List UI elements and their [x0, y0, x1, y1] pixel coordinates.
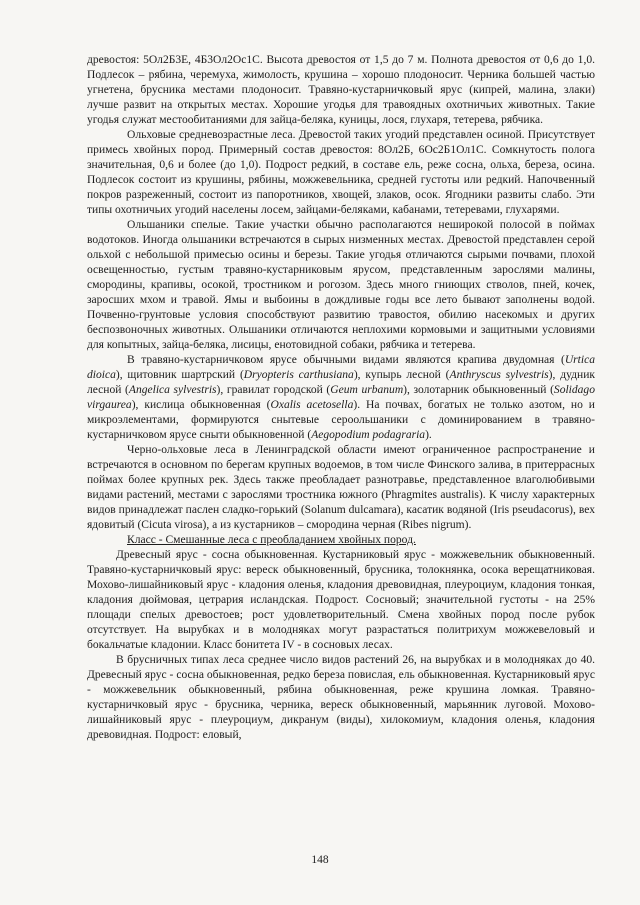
- paragraph: [87, 533, 595, 548]
- text-run: Древесный ярус - сосна обыкновенная. Кустарниковый ярус - можжевельник обыкновенный. Травяно-кустарничковый ярус: вереск обыкновенный, брусника, толокнянка, осока верещатниковая. Мохово-лишайниковый ярус - кладония оленья, кладония древовидная, плеуроциум, кладония тонкая, кладония дюймовая, цетрария исландская. Подрост. Сосновый; значительной густоты - на 25% площади спелых древостоев; рост удовлетворительный. Смена хвойных пород после рубок отсутствует. На вырубках и в молодняках могут разрастаться политрихум можжевеловый и бокальчатые кладонии. Класс бонитета IV - в сосновых лесах.: [87, 549, 595, 651]
- latin-name: Aegopodium podagraria: [311, 429, 426, 441]
- text-run: Ольшаники спелые. Такие участки обычно располагаются неширокой полосой в поймах водотоков. Иногда ольшаники встречаются в сырых низменных местах. Древостой представлен серой ольхой с небольшой примесью осины и березы. Такие угодья отличаются сырыми почвами, плохой освещенностью, густым травяно-кустарниковым ярусом, представленным зарослями малины, смородины, крапивы, осокой, тростником и рогозом. Здесь много гниющих стволов, пней, кочек, заросших мхом и травой. Ямы и выбоины в дождливые годы все лето бывают заполнены водой. Почвенно-грунтовые условия способствуют развитию травостоя, обилию насекомых и других беспозвоночных животных. Ольшаники отличаются неплохими кормовыми и защитными условиями для копытных, зайца-беляка, лисицы, енотовидной собаки, рябчика и тетерева.: [87, 219, 595, 351]
- text-run: ), гравилат городской (: [216, 384, 331, 396]
- text-run: ), щитовник шартрский (: [115, 369, 244, 381]
- text-run: ), дудник лесной (: [87, 369, 595, 396]
- paragraph: [87, 218, 595, 353]
- paragraph: [87, 53, 595, 128]
- paragraph: [87, 548, 595, 653]
- page-body: [87, 53, 595, 743]
- text-run: древостоя: 5Ол2Б3Е, 4Б3Ол2Ос1С. Высота древостоя от 1,5 до 7 м. Полнота древостоя от 0,6 до 1,0. Подлесок – рябина, черемуха, жимолость, крушина – хорошо плодоносит. Черника большей частью угнетена, брусника местами плодоносит. Травяно-кустарничковый ярус (кипрей, малина, злаки) лучше развит на открытых местах. Хорошие угодья для травоядных охотничьих животных. Такие угодья служат местообитаниями для зайца-беляка, куницы, лося, глухаря, тетерева, рябчика.: [87, 54, 595, 126]
- latin-name: Urtica dioica: [87, 354, 595, 381]
- latin-name: Anthryscus sylvestris: [449, 369, 549, 381]
- page-number: 148: [311, 854, 329, 866]
- latin-name: Solidago virgaurea: [87, 384, 595, 411]
- paragraph: [87, 353, 595, 443]
- text-run: В травяно-кустарничковом ярусе обычными видами являются крапива двудомная (: [127, 354, 565, 366]
- latin-name: Dryopteris carthusiana: [243, 369, 354, 381]
- text-run: ).: [425, 429, 432, 441]
- text-run: Ольховые средневозрастные леса. Древостой таких угодий представлен осиной. Присутствует примесь хвойных пород. Примерный состав древостоя: 8Ол2Б, 6Ос2Б1Ол1С. Сомкнутость полога значительная, 0,6 и более (до 1,0). Подрост редкий, в составе ель, реже сосна, ольха, береза, осина. Подлесок состоит из крушины, рябины, можжевельника, средней густоты или редкий. Напочвенный покров разреженный, состоит из папоротников, хвощей, злаков, осок. Ягодники развиты слабо. Эти типы охотничьих угодий населены лосем, зайцами-беляками, кабанами, тетеревами, глухарями.: [87, 129, 595, 216]
- latin-name: Geum urbanum: [330, 384, 404, 396]
- text-run: ), купырь лесной (: [353, 369, 450, 381]
- text-run: В брусничных типах леса среднее число видов растений 26, на вырубках и в молодняках до 40. Древесный ярус - сосна обыкновенная, редко береза повислая, ель обыкновенная. Кустарниковый ярус - можжевельник обыкновенный, рябина обыкновенная, реже крушина ломкая. Травяно-кустарничковый ярус - брусника, черника, вереск обыкновенный, марьянник луговой. Мохово-лишайниковый ярус - плеуроциум, дикранум (виды), хилокомиум, кладония оленья, кладония древовидная. Подрост: еловый,: [87, 654, 595, 741]
- paragraph: [87, 653, 595, 743]
- latin-name: Oxalis acetosella: [270, 399, 354, 411]
- paragraph: [87, 443, 595, 533]
- latin-name: Angelica sylvestris: [128, 384, 217, 396]
- text-run: Черно-ольховые леса в Ленинградской области имеют ограниченное распространение и встречаются в основном по берегам крупных водоемов, в том числе Финского залива, в притеррасных поймах более крупных рек. Здесь также преобладает разнотравье, представленное влаголюбивыми видами растений, местами с зарослями тростника южного (Phragmites australis). К числу характерных видов принадлежат паслен сладко-горький (Solanum dulcamara), касатик водяной (Iris pseudacorus), вех ядовитый (Cicuta virosa), а из кустарников – смородина черная (Ribes nigrum).: [87, 444, 595, 531]
- text-run: ). На почвах, богатых не только азотом, но и микроэлементами, формируются снытевые сероольшаники с доминированием в травяно-кустарничковом ярусе сныти обыкновенной (: [87, 399, 595, 441]
- text-run: ), золотарник обыкновенный (: [403, 384, 554, 396]
- text-run: ), кислица обыкновенная (: [131, 399, 271, 411]
- paragraph: [87, 128, 595, 218]
- section-heading: Класс - Смешанные леса с преобладанием хвойных пород.: [127, 534, 416, 546]
